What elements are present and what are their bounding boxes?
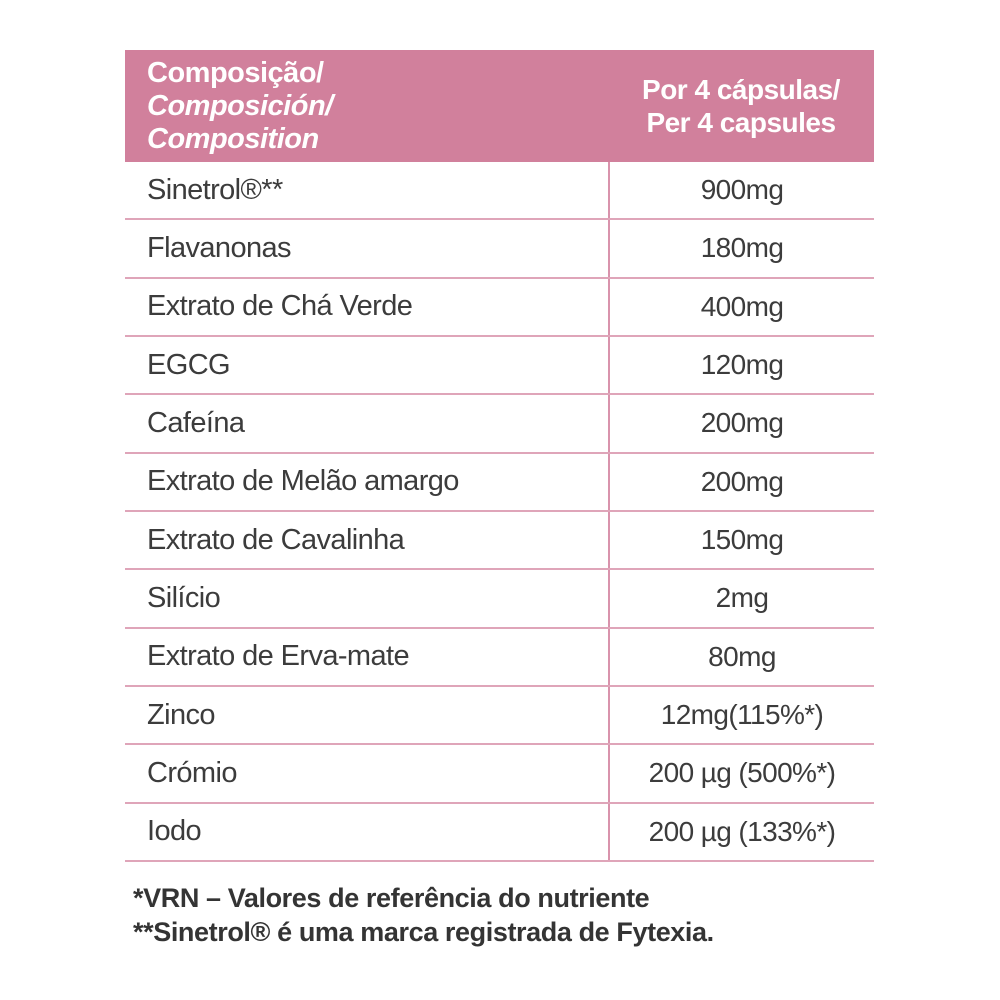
footnotes [133, 881, 714, 949]
table-row [125, 395, 874, 453]
footnote-trademark: **Sinetrol® é uma marca registrada de Fytexia. [133, 917, 714, 947]
header-composition-line-pt: Composição/ [147, 56, 324, 89]
table-row [125, 745, 874, 803]
header-per-capsules-line-en: Per 4 capsules [646, 107, 836, 138]
ingredient-value: 900mg [608, 162, 874, 218]
table-header [125, 50, 874, 162]
table-row [125, 337, 874, 395]
ingredient-value: 12mg(115%*) [608, 687, 874, 743]
table-row [125, 220, 874, 278]
ingredient-value: 2mg [608, 570, 874, 626]
table-row [125, 629, 874, 687]
ingredient-value: 400mg [608, 279, 874, 335]
ingredient-label: Extrato de Melão amargo [147, 465, 459, 498]
table-row [125, 512, 874, 570]
table-row [125, 454, 874, 512]
ingredient-value: 200 µg (133%*) [608, 804, 874, 860]
ingredient-label: Crómio [147, 756, 237, 789]
ingredient-label: Flavanonas [147, 231, 291, 264]
ingredient-value: 200mg [608, 395, 874, 451]
ingredient-label: Iodo [147, 815, 202, 848]
ingredient-value: 200mg [608, 454, 874, 510]
ingredient-value: 200 µg (500%*) [608, 745, 874, 801]
ingredient-label: Extrato de Erva-mate [147, 640, 409, 673]
table-row [125, 570, 874, 628]
ingredient-value: 120mg [608, 337, 874, 393]
ingredient-label: Cafeína [147, 406, 245, 439]
table-body [125, 162, 874, 862]
header-composition-line-en: Composition [147, 122, 319, 155]
header-per-capsules-cell [608, 50, 874, 162]
table-row [125, 279, 874, 337]
header-composition-line-es: Composición/ [147, 89, 333, 122]
ingredient-label: Extrato de Chá Verde [147, 290, 413, 323]
ingredient-value: 80mg [608, 629, 874, 685]
ingredient-value: 180mg [608, 220, 874, 276]
table-row [125, 687, 874, 745]
footnote-vrn: *VRN – Valores de referência do nutriente [133, 883, 650, 913]
ingredient-value: 150mg [608, 512, 874, 568]
ingredient-label: EGCG [147, 348, 230, 381]
header-per-capsules-line-pt: Por 4 cápsulas/ [642, 74, 840, 105]
ingredient-label: Extrato de Cavalinha [147, 523, 405, 556]
header-composition-cell [125, 50, 608, 162]
ingredient-label: Zinco [147, 698, 215, 731]
composition-table [125, 50, 874, 862]
table-row [125, 804, 874, 862]
table-row [125, 162, 874, 220]
ingredient-label: Sinetrol®** [147, 173, 283, 206]
ingredient-label: Silício [147, 581, 221, 614]
